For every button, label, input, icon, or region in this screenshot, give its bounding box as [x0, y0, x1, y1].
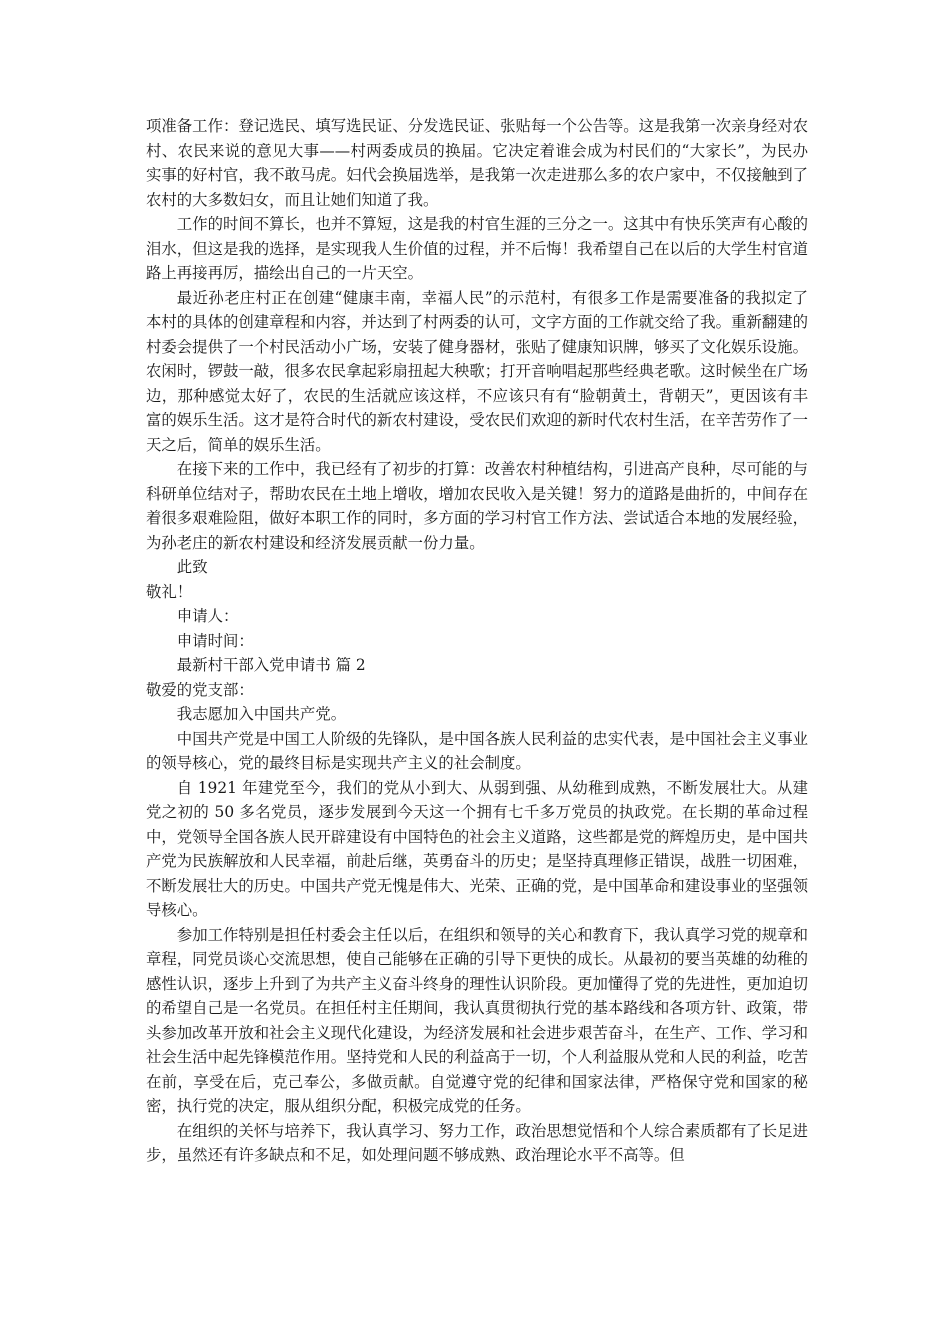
paragraph: 项准备工作：登记选民、填写选民证、分发选民证、张贴每一个公告等。这是我第一次亲身经对农村、农民来说的意见大事——村两委成员的换届。它决定着谁会成为村民们的“大家长”，为民办实事的好村官，我不敢马虎。妇代会换届选举，是我第一次走进那么多的农户家中，不仅接触到了农村的大多数妇女，而且让她们知道了我。 — [146, 117, 808, 209]
paragraph: 自 1921 年建党至今，我们的党从小到大、从弱到强、从幼稚到成熟，不断发展壮大。从建党之初的 50 多名党员，逐步发展到今天这一个拥有七千多万党员的执政党。在长期的革命过程中，党领导全国各族人民开辟建设有中国特色的社会主义道路，这些都是党的辉煌历史，是中国共产党为民族解放和人民幸福，前赴后继，英勇奋斗的历史；是坚持真理修正错误，战胜一切困难，不断发展壮大的历史。中国共产党无愧是伟大、光荣、正确的党，是中国革命和建设事业的坚强领导核心。 — [146, 778, 808, 919]
paragraph: 在组织的关怀与培养下，我认真学习、努力工作，政治思想觉悟和个人综合素质都有了长足进步，虽然还有许多缺点和不足，如处理问题不够成熟、政治理论水平不高等。但 — [146, 1121, 808, 1164]
paragraph: 我志愿加入中国共产党。 — [176, 705, 347, 723]
document-body — [146, 114, 808, 1168]
closing-salutation: 此致 — [176, 558, 208, 576]
section-title: 最新村干部入党申请书 篇 2 — [176, 656, 366, 674]
paragraph: 中国共产党是中国工人阶级的先锋队，是中国各族人民利益的忠实代表，是中国社会主义事业的领导核心，党的最终目标是实现共产主义的社会制度。 — [146, 729, 808, 772]
paragraph: 在接下来的工作中，我已经有了初步的打算：改善农村种植结构，引进高产良种，尽可能的与科研单位结对子，帮助农民在土地上增收，增加农民收入是关键！努力的道路是曲折的，中间存在着很多艰难险阻，做好本职工作的同时，多方面的学习村官工作方法、尝试适合本地的发展经验，为孙老庄的新农村建设和经济发展贡献一份力量。 — [146, 460, 808, 552]
paragraph: 参加工作特别是担任村委会主任以后，在组织和领导的关心和教育下，我认真学习党的规章和章程，同党员谈心交流思想，使自己能够在正确的引导下更快的成长。从最初的要当英雄的幼稚的感性认识，逐步上升到了为共产主义奋斗终身的理性认识阶段。更加懂得了党的先进性，更加迫切的希望自己是一名党员。在担任村主任期间，我认真贯彻执行党的基本路线和各项方针、政策，带头参加改革开放和社会主义现代化建设，为经济发展和社会进步艰苦奋斗，在生产、工作、学习和社会生活中起先锋模范作用。坚持党和人民的利益高于一切，个人利益服从党和人民的利益，吃苦在前，享受在后，克己奉公，多做贡献。自觉遵守党的纪律和国家法律，严格保守党和国家的秘密，执行党的决定，服从组织分配，积极完成党的任务。 — [146, 925, 808, 1115]
applicant-label: 申请人： — [176, 607, 239, 625]
greeting: 敬爱的党支部： — [146, 680, 254, 699]
application-date-label: 申请时间： — [176, 631, 254, 650]
paragraph: 最近孙老庄村正在创建“健康丰南，幸福人民”的示范村，有很多工作是需要准备的我拟定了本村的具体的创建章程和内容，并达到了村两委的认可，文字方面的工作就交给了我。重新翻建的村委会提供了一个村民活动小广场，安装了健身器材，张贴了健康知识牌，够买了文化娱乐设施。农闲时，锣鼓一敲，很多农民拿起彩扇扭起大秧歌；打开音响唱起那些经典老歌。这时候坐在广场边，那种感觉太好了，农民的生活就应该这样，不应该只有有“脸朝黄土，背朝天”，更因该有丰富的娱乐生活。这才是符合时代的新农村建设，受农民们欢迎的新时代农村生活，在辛苦劳作了一天之后，简单的娱乐生活。 — [146, 288, 808, 454]
paragraph: 工作的时间不算长，也并不算短，这是我的村官生涯的三分之一。这其中有快乐笑声有心酸的泪水，但这是我的选择，是实现我人生价值的过程，并不后悔！我希望自己在以后的大学生村官道路上再接再厉，描绘出自己的一片天空。 — [146, 215, 808, 282]
closing-regards: 敬礼！ — [146, 582, 193, 601]
